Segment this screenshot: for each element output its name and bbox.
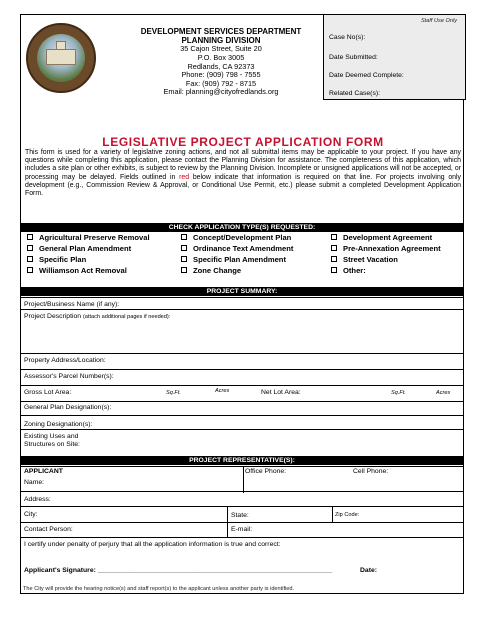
net-lot-area-label: Net Lot Area: [261,389,301,396]
representative-heading: PROJECT REPRESENTATIVE(S): [21,456,463,465]
related-cases-field[interactable]: Related Case(s): [329,90,380,97]
zoning-row[interactable] [21,415,463,429]
date-submitted-field[interactable]: Date Submitted: [329,54,378,61]
office-phone-label[interactable]: Office Phone: [245,468,287,475]
divider [243,467,244,493]
gross-sqft-unit: Sq.Ft. [166,390,181,396]
existing-uses-label-2: Structures on Site: [24,441,80,448]
checkbox-label: Agricultural Preserve Removal [39,233,150,242]
division-name: PLANNING DIVISION [181,36,261,46]
checkbox-label: Williamson Act Removal [39,266,127,275]
checkbox-icon[interactable] [27,267,33,273]
description-label-text: Project Description [24,313,82,320]
applicant-name-label[interactable]: Name: [24,479,45,486]
project-name-label: Project/Business Name (if any): [24,301,120,308]
checkbox-other[interactable] [331,266,366,275]
net-sqft-unit: Sq.Ft. [391,390,406,396]
gross-lot-area-label: Gross Lot Area: [24,389,72,396]
checkbox-agricultural-preserve-removal[interactable] [27,233,150,242]
department-header [111,27,331,97]
applicant-row [21,466,463,492]
case-number-field[interactable]: Case No(s): [329,34,366,41]
checkbox-label: Street Vacation [343,255,398,264]
fax-number: Fax: (909) 792 - 8715 [185,78,257,88]
project-summary-heading: PROJECT SUMMARY: [21,287,463,296]
email-address: Email: planning@cityofredlands.org [163,87,279,97]
checkbox-concept-development-plan[interactable] [181,233,291,242]
application-form [20,14,464,594]
checkbox-icon[interactable] [181,267,187,273]
checkbox-label: Other: [343,266,366,275]
intro-text-1: This form is used for a variety of legislative zoning actions, and not all submittal items may be applicable to your project. If you have any questions while completing this application, please contact the Planning Division for assistance. The completeness of this application, which includes a site plan or other exhibits, is subject to review by the Planning Division. Incomplete or unsigned applications will not be accepted, or processing may be delayed. Fields outlined in [25,149,461,181]
checkbox-label: Development Agreement [343,233,433,242]
checkbox-specific-plan-amendment[interactable] [181,255,286,264]
checkbox-icon[interactable] [331,245,337,251]
intro-text-2: below indicate that information is required on that line. For projects involving only development (e.g., Commission Review & Approval, or Conditional Use Permit, etc.) please submit a completed Development Application Form. [25,173,461,198]
seal-building [46,49,76,65]
checkbox-label: Zone Change [193,266,242,275]
checkbox-icon[interactable] [181,245,187,251]
project-description-row[interactable] [21,309,463,357]
po-box: P.O. Box 3005 [197,53,245,62]
checkbox-label: Concept/Development Plan [193,233,292,242]
checkbox-icon[interactable] [181,256,187,262]
divider [332,507,333,523]
email-label[interactable]: E-mail: [231,526,253,533]
checkbox-label: Ordinance Text Amendment [193,244,294,253]
property-address-label: Property Address/Location: [24,357,106,364]
check-types-heading: CHECK APPLICATION TYPE(S) REQUESTED: [21,223,463,232]
existing-uses-label-1: Existing Uses and [24,433,79,440]
checkbox-label: General Plan Amendment [39,244,132,253]
checkbox-icon[interactable] [331,267,337,273]
gross-acres-unit: Acres [215,388,230,394]
date-complete-field[interactable]: Date Deemed Complete: [329,72,404,79]
project-description-label [24,313,170,320]
intro-paragraph [25,149,461,198]
certification-text: I certify under penalty of perjury that all the application information is true and correct: [24,541,281,548]
checkbox-label: Specific Plan [39,255,87,264]
date-label[interactable]: Date: [360,567,377,574]
description-note: (attach additional pages if needed): [82,314,171,320]
city-label[interactable]: City: [24,511,38,518]
form-title: LEGISLATIVE PROJECT APPLICATION FORM [102,135,384,149]
city-state-zip: Redlands, CA 92373 [187,61,255,71]
divider [227,507,228,523]
checkbox-specific-plan[interactable] [27,255,86,264]
apn-label: Assessor's Parcel Number(s): [24,373,114,380]
checkbox-general-plan-amendment[interactable] [27,244,131,253]
address-label: Address: [24,496,51,503]
checkbox-street-vacation[interactable] [331,255,398,264]
applicant-label: APPLICANT [24,468,63,475]
checkbox-ordinance-text-amendment[interactable] [181,244,293,253]
signature-line[interactable]: Applicant's Signature: ______________________________________________________________ [24,567,333,574]
checkbox-label: Pre-Annexation Agreement [343,244,441,253]
certification-row [21,537,463,585]
phone-number: Phone: (909) 798 - 7555 [181,70,261,80]
street-address: 35 Cajon Street, Suite 20 [180,44,262,54]
city-seal-logo [26,23,96,93]
state-label[interactable]: State: [231,512,249,519]
checkbox-icon[interactable] [27,245,33,251]
checkbox-zone-change[interactable] [181,266,241,275]
footer-note: The City will provide the hearing notice(s) and staff report(s) to the applicant unless another party is identified. [23,586,295,592]
staff-use-title: Staff Use Only [420,18,457,24]
checkbox-icon[interactable] [181,234,187,240]
checkbox-icon[interactable] [27,234,33,240]
checkbox-williamson-act-removal[interactable] [27,266,127,275]
seal-tower [56,41,66,50]
address-row[interactable] [21,491,463,505]
divider [227,523,228,537]
property-address-row[interactable] [21,353,463,367]
staff-use-box [323,14,466,100]
city-state-zip-row [21,506,463,522]
department-name: DEVELOPMENT SERVICES DEPARTMENT [140,27,302,36]
checkbox-icon[interactable] [331,234,337,240]
contact-row [21,522,463,536]
checkbox-label: Specific Plan Amendment [193,255,286,264]
checkbox-pre-annexation-agreement[interactable] [331,244,441,253]
gp-designation-label: General Plan Designation(s): [24,404,112,411]
zip-code-label[interactable]: Zip Code: [335,512,360,518]
intro-red-word: red [179,173,190,181]
existing-uses-row[interactable] [21,429,463,453]
contact-person-label[interactable]: Contact Person: [24,526,73,533]
net-acres-unit: Acres [436,390,451,396]
lot-area-row[interactable] [21,385,463,399]
zoning-label: Zoning Designation(s): [24,421,93,428]
checkbox-development-agreement[interactable] [331,233,432,242]
gp-designation-row[interactable] [21,401,463,415]
cell-phone-label[interactable]: Cell Phone: [353,468,389,475]
checkbox-icon[interactable] [27,256,33,262]
checkbox-icon[interactable] [331,256,337,262]
apn-row[interactable] [21,369,463,383]
